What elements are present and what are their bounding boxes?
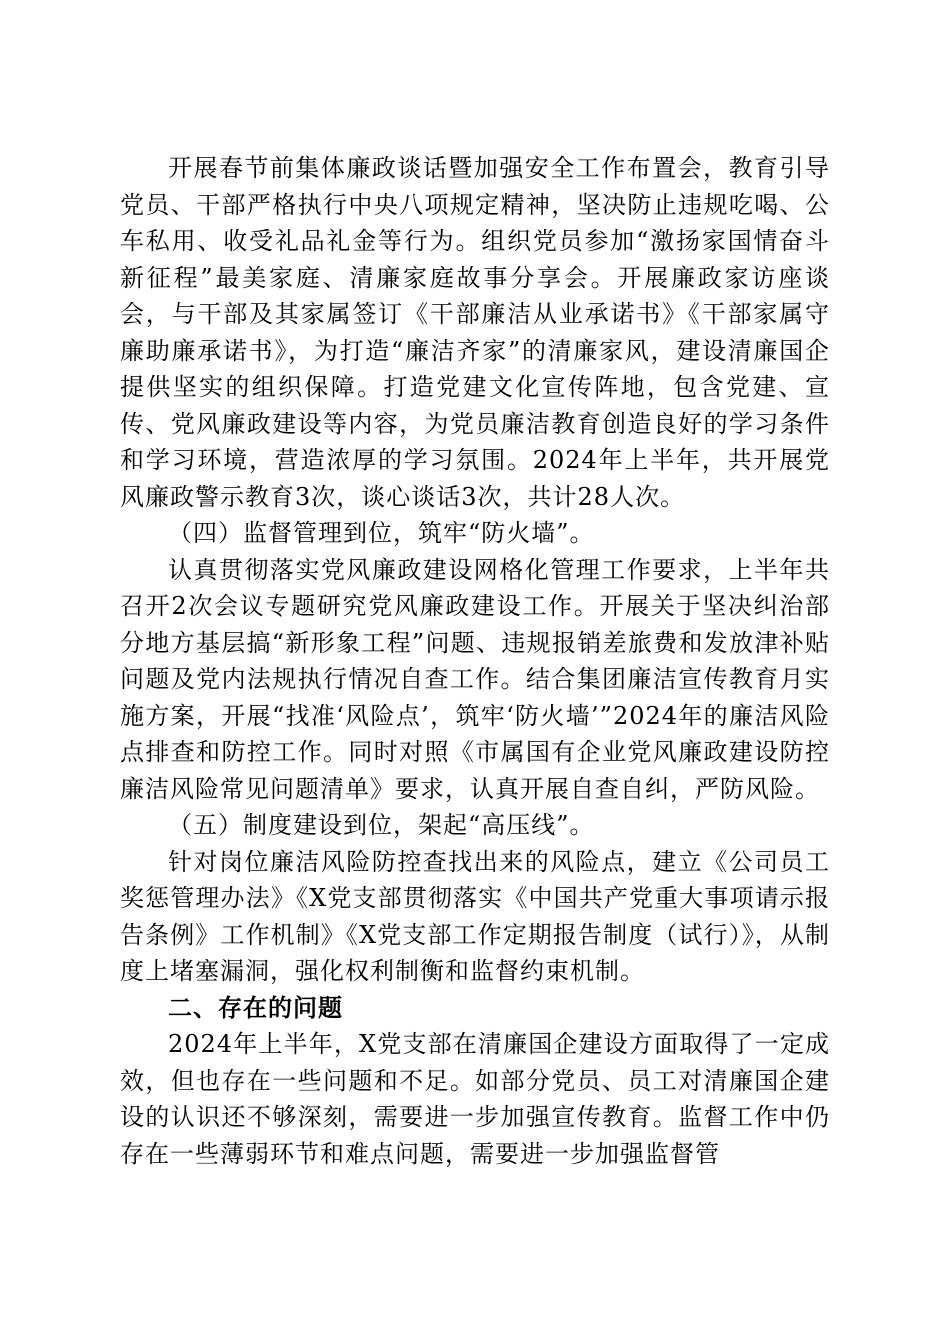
paragraph-supervision: 认真贯彻落实党风廉政建设网格化管理工作要求，上半年共召开2次会议专题研究党风廉政建设工作。开展关于坚决纠治部分地方基层搞“新形象工程”问题、违规报销差旅费和发放津补贴问题及党内法规执行情况自查工作。结合集团廉洁宣传教育月实施方案，开展“找准‘风险点’，筑牢‘防火墙’”2024年的廉洁风险点排查和防控工作。同时对照《市属国有企业党风廉政建设防控廉洁风险常见问题清单》要求，认真开展自查自纠，严防风险。 xyxy=(120,555,830,803)
paragraph-education: 开展春节前集体廉政谈话暨加强安全工作布置会，教育引导党员、干部严格执行中央八项规定精神，坚决防止违规吃喝、公车私用、收受礼品礼金等行为。组织党员参加“激扬家国情奋斗新征程”最美家庭、清廉家庭故事分享会。开展廉政家访座谈会，与干部及其家属签订《干部廉洁从业承诺书》《干部家属守廉助廉承诺书》，为打造“廉洁齐家”的清廉家风，建设清廉国企提供坚实的组织保障。打造党建文化宣传阵地，包含党建、宣传、党风廉政建设等内容，为党员廉洁教育创造良好的学习条件和学习环境，营造浓厚的学习氛围。2024年上半年，共开展党风廉政警示教育3次，谈心谈话3次，共计28人次。 xyxy=(120,154,830,511)
document-body xyxy=(120,150,830,1172)
subheading-system-building: （五）制度建设到位，架起“高压线”。 xyxy=(168,811,595,839)
subheading-supervision: （四）监督管理到位，筑牢“防火墙”。 xyxy=(168,519,595,547)
paragraph-problems: 2024年上半年，X党支部在清廉国企建设方面取得了一定成效，但也存在一些问题和不足。如部分党员、员工对清廉国企建设的认识还不够深刻，需要进一步加强宣传教育。监督工作中仍存在一些薄弱环节和难点问题，需要进一步加强监督管 xyxy=(120,1030,830,1168)
section-title-problems: 二、存在的问题 xyxy=(168,993,343,1022)
paragraph-system-building: 针对岗位廉洁风险防控查找出来的风险点，建立《公司员工奖惩管理办法》《X党支部贯彻落实《中国共产党重大事项请示报告条例》工作机制》《X党支部工作定期报告制度（试行）》，从制度上堵塞漏洞，强化权利制衡和监督约束机制。 xyxy=(120,847,830,985)
